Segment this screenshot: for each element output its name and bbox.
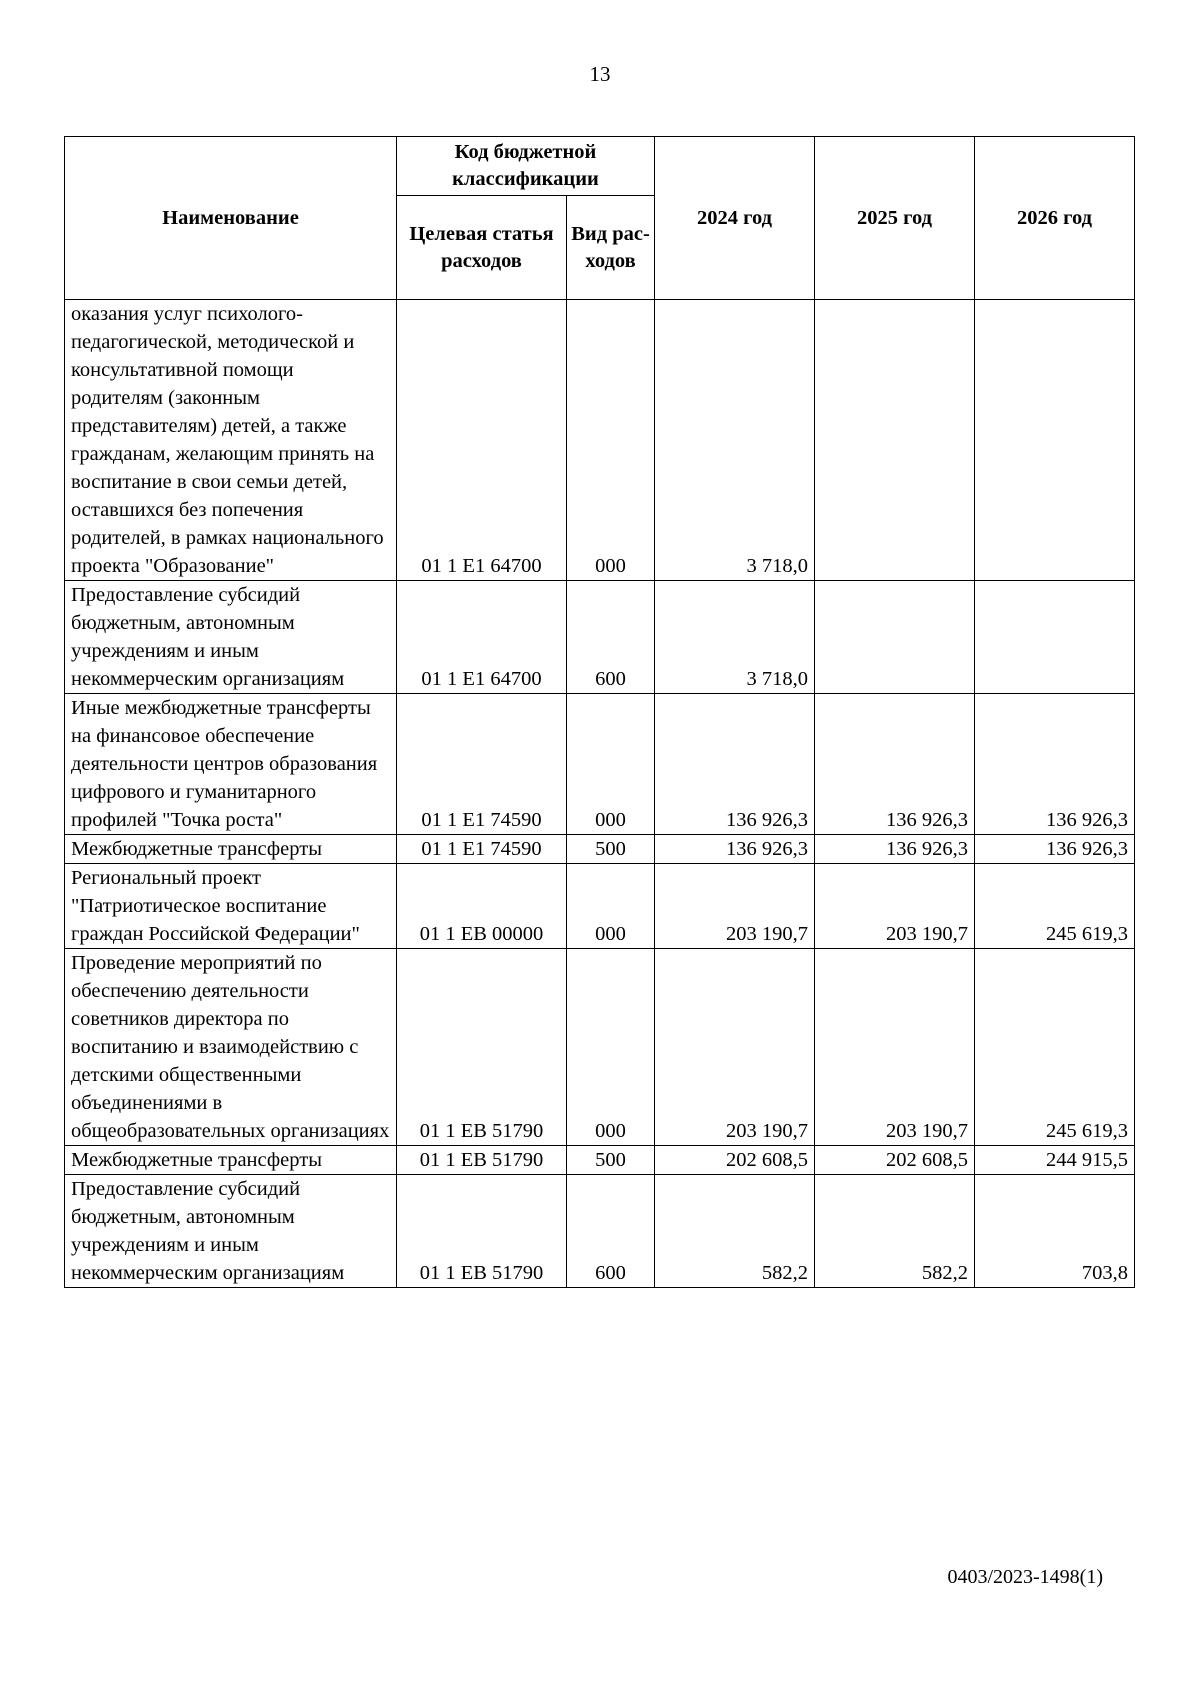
row-target-article: 01 1 E1 74590 [397, 694, 567, 835]
row-value-2025: 136 926,3 [815, 694, 975, 835]
row-target-article: 01 1 EB 51790 [397, 1175, 567, 1288]
row-value-2026: 703,8 [975, 1175, 1135, 1288]
row-expense-kind: 600 [567, 581, 655, 694]
row-value-2024: 582,2 [655, 1175, 815, 1288]
budget-table [64, 136, 1135, 1288]
row-value-2026: 136 926,3 [975, 694, 1135, 835]
row-name: Проведение мероприятий по обеспечению деятельности советников директора по воспитанию и взаимодействию с детскими общественными объединениями в общеобразовательных организациях [65, 949, 397, 1146]
table-row [65, 1146, 1135, 1175]
header-2025: 2025 год [815, 137, 975, 300]
row-name: оказания услуг психолого-педагогической, методической и консультативной помощи родителям (законным представителям) детей, а также гражданам, желающим принять на воспитание в свои семьи детей, оставшихся без попечения родителей, в рамках национального проекта "Образование" [65, 300, 397, 581]
row-value-2025 [815, 300, 975, 581]
header-expense-kind: Вид рас-ходов [567, 196, 655, 300]
row-name: Межбюджетные трансферты [65, 1146, 397, 1175]
table-row [65, 949, 1135, 1146]
header-target-article: Целевая статья расходов [397, 196, 567, 300]
document-id: 0403/2023-1498(1) [947, 1566, 1103, 1588]
row-value-2024: 202 608,5 [655, 1146, 815, 1175]
header-name: Наименование [65, 137, 397, 300]
header-2026: 2026 год [975, 137, 1135, 300]
row-name: Региональный проект "Патриотическое воспитание граждан Российской Федерации" [65, 864, 397, 949]
row-expense-kind: 000 [567, 864, 655, 949]
row-value-2024: 3 718,0 [655, 581, 815, 694]
table-row [65, 694, 1135, 835]
table-row [65, 581, 1135, 694]
row-expense-kind: 000 [567, 949, 655, 1146]
row-expense-kind: 500 [567, 835, 655, 864]
header-code-group: Код бюджетной классификации [397, 137, 655, 196]
row-value-2025 [815, 581, 975, 694]
row-value-2025: 582,2 [815, 1175, 975, 1288]
row-value-2024: 136 926,3 [655, 835, 815, 864]
row-expense-kind: 000 [567, 300, 655, 581]
row-value-2024: 3 718,0 [655, 300, 815, 581]
row-expense-kind: 000 [567, 694, 655, 835]
row-value-2026: 245 619,3 [975, 864, 1135, 949]
row-target-article: 01 1 E1 64700 [397, 300, 567, 581]
row-value-2024: 203 190,7 [655, 864, 815, 949]
row-value-2025: 203 190,7 [815, 864, 975, 949]
page-number: 13 [589, 62, 611, 86]
row-value-2026: 244 915,5 [975, 1146, 1135, 1175]
table-header [65, 137, 1135, 300]
row-value-2025: 136 926,3 [815, 835, 975, 864]
table-row [65, 300, 1135, 581]
table-body [65, 300, 1135, 1288]
row-value-2024: 203 190,7 [655, 949, 815, 1146]
row-expense-kind: 600 [567, 1175, 655, 1288]
row-target-article: 01 1 E1 64700 [397, 581, 567, 694]
table-row [65, 1175, 1135, 1288]
row-name: Иные межбюджетные трансферты на финансовое обеспечение деятельности центров образования цифрового и гуманитарного профилей "Точка роста" [65, 694, 397, 835]
row-value-2025: 203 190,7 [815, 949, 975, 1146]
header-2024: 2024 год [655, 137, 815, 300]
row-value-2025: 202 608,5 [815, 1146, 975, 1175]
table-row [65, 835, 1135, 864]
row-value-2024: 136 926,3 [655, 694, 815, 835]
row-value-2026 [975, 300, 1135, 581]
row-expense-kind: 500 [567, 1146, 655, 1175]
row-value-2026: 245 619,3 [975, 949, 1135, 1146]
row-value-2026 [975, 581, 1135, 694]
row-target-article: 01 1 EB 51790 [397, 1146, 567, 1175]
row-name: Межбюджетные трансферты [65, 835, 397, 864]
row-target-article: 01 1 EB 51790 [397, 949, 567, 1146]
table-row [65, 864, 1135, 949]
row-name: Предоставление субсидий бюджетным, автономным учреждениям и иным некоммерческим организациям [65, 581, 397, 694]
row-name: Предоставление субсидий бюджетным, автономным учреждениям и иным некоммерческим организациям [65, 1175, 397, 1288]
row-target-article: 01 1 E1 74590 [397, 835, 567, 864]
row-target-article: 01 1 EB 00000 [397, 864, 567, 949]
row-value-2026: 136 926,3 [975, 835, 1135, 864]
